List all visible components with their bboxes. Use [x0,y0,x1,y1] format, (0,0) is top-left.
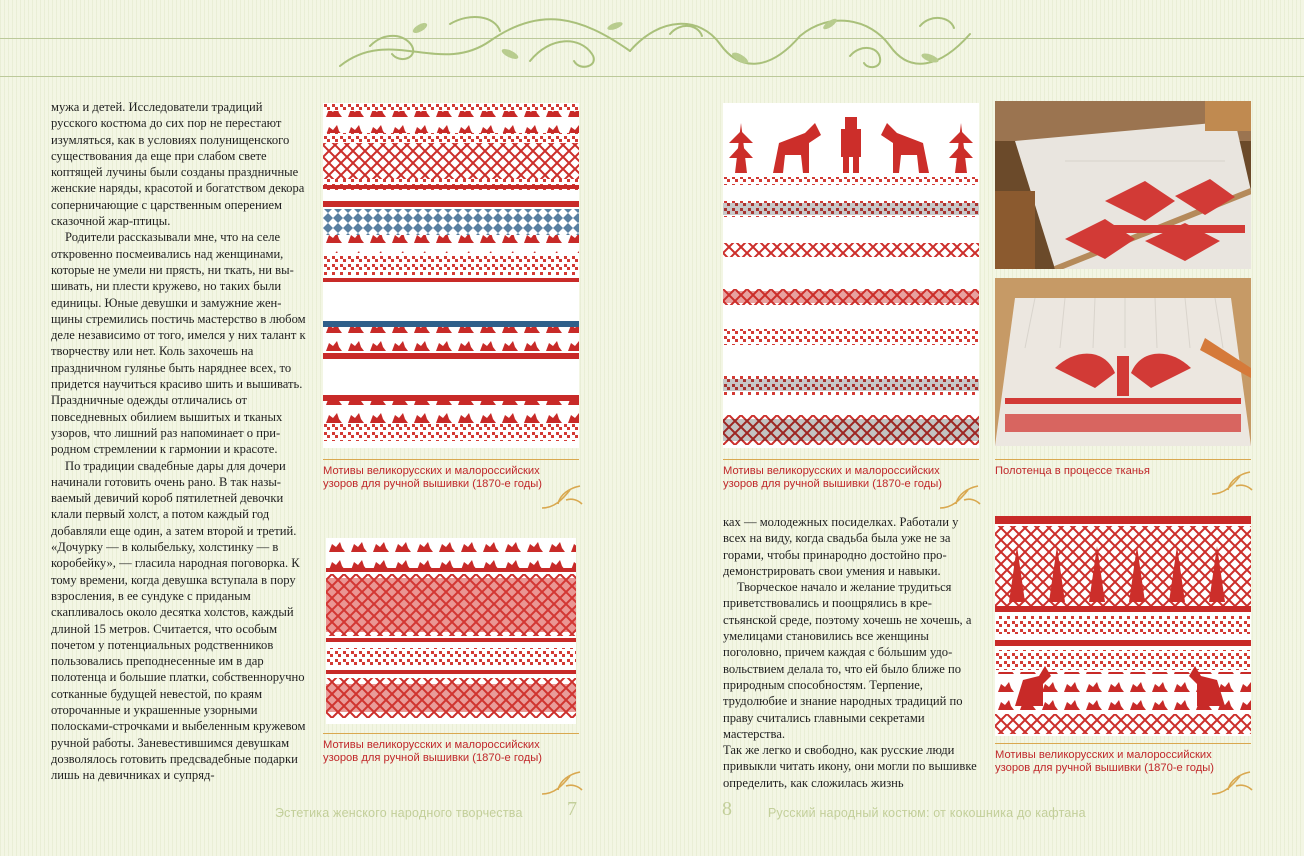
swirl-ornament-icon [1210,764,1254,800]
swirl-ornament-icon [540,764,584,800]
image-caption: Мотивы великорусских и малороссийских узоров для ручной вышивки (1870-е годы) [323,739,542,764]
header-rule [0,76,1304,77]
left-page-text [51,99,308,783]
swirl-ornament-icon [1210,464,1254,500]
embroidery-image [995,516,1251,736]
paragraph: По традиции свадебные дары для дочери начинали готовить очень рано. В так называемый девичий короб пятилетней девочки клали первый холст, а потом каждый год добавляли еще один, а затем второй и третий. «Дочурку — в колыбельку, холстинку — в коробейку», — гласила народная поговорка. К тому времени, когда девушка вступала в пору взросления, в ее сундуке с приданым скапливалось около десятка холстов, каждый длиной 15 метров. Считается, что особым почетом у потенциальных родственников пользовались преподнесенные им в дар полотенца и большие платки, собственноручно сотканные будущей невестой, по краям оторочанные и украшенные узорными полосками-строчками и выбеленным кружевом ручной работы. Заневестившимся девушкам дозволялось готовить предсвадебные подарки лишь на девичниках и супряд- [51,458,306,783]
paragraph: Творческое начало и желание трудиться приветствовались и поощрялись в крестьянской среде, поэтому хочешь не хочешь, а умелицами становились все женщины поголовно, причем каждая с бóльшим удовольствием делала то, что ей было ближе по природным способностям. Терпение, трудолюбие и знание народных традиций по праву считались главными секретами мастерства. [723,580,972,741]
caption-rule [723,459,979,460]
paragraph: мужа и детей. Исследователи традиций русского костюма до сих пор не перестают изумляться, как в условиях полунищенского существования да еще при слабом свете коптящей лучины были созданы праздничные женские наряды, красотой и богатством декора соперничающие с царственным оперением сказочной жар-птицы. [51,100,305,229]
footer-title: Эстетика женского народного творчества [275,806,523,820]
caption-rule [995,459,1251,460]
embroidery-image [723,103,979,448]
paragraph: Так же легко и свободно, как русские люди привыкли читать икону, они могли по вышивке определить, как сложилась жизнь [723,743,977,790]
caption-rule [995,743,1251,744]
right-page-text [723,514,979,791]
paragraph: Родители рассказывали мне, что на селе откровенно посмеивались над женщинами, которые не умели ни прясть, ни ткать, ни вышивать, ни плести кружево, но таких были единицы. Юные девушки и замужние женщины стремились постичь мастерство в любом деле независимо от того, имелся у них талант к творчеству или нет. Коль захочешь на праздничном гулянье быть наряднее всех, то придется научиться красиво шить и вышивать. Праздничные одежды отличались от повседневных обилием вышитых и тканых узоров, что лишний раз напоминает о природном стремлении к гармонии и красоте. [51,230,306,457]
footer-title: Русский народный костюм: от кокошника до кафтана [768,806,1086,820]
image-caption: Мотивы великорусских и малороссийских узоров для ручной вышивки (1870-е годы) [723,465,942,490]
loom-photo [995,101,1251,269]
paragraph: ках — молодежных посиделках. Работали у всех на виду, когда свадьба была уже не за горами, чтобы принародно достойно продемонстрировать свои умения и навыки. [723,515,959,578]
image-caption: Мотивы великорусских и малороссийских узоров для ручной вышивки (1870-е годы) [323,465,542,490]
header-band [0,0,1304,76]
floral-ornament [330,6,980,76]
page-number: 7 [567,798,577,820]
embroidery-image [323,103,579,448]
image-caption: Полотенца в процессе тканья [995,465,1150,477]
caption-rule [323,733,579,734]
loom-photo [995,278,1251,446]
image-caption: Мотивы великорусских и малороссийских узоров для ручной вышивки (1870-е годы) [995,749,1214,774]
embroidery-image [326,538,576,724]
page-number: 8 [722,798,732,820]
caption-rule [323,459,579,460]
swirl-ornament-icon [540,478,584,514]
swirl-ornament-icon [938,478,982,514]
